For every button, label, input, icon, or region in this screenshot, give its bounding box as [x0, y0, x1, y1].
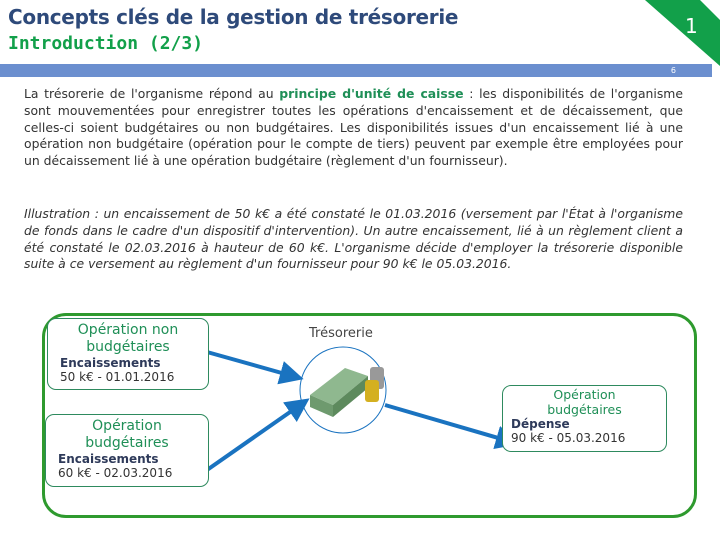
illustration-paragraph: Illustration : un encaissement de 50 k€ a été constaté le 01.03.2016 (versement par l'État à l'organisme de fonds dans le cadre d'un dispositif d'intervention). Un autre encaissement, lié à un règlement client a été constaté le 02.03.2016 à hauteur de 60 k€. L'organisme décide d'employer la trésorerie disponible suite à ce versement au règlement d'un fournisseur pour 90 k€ le 05.03.2016. [24, 206, 683, 272]
box-non-budget [47, 318, 209, 390]
arrow-1 [207, 352, 296, 377]
chapter-number: 1 [685, 14, 698, 38]
box-value: 50 k€ - 01.01.2016 [60, 370, 175, 384]
arrow-2 [207, 403, 303, 470]
box-budget-expense [502, 385, 667, 452]
box-value: 60 k€ - 02.03.2016 [58, 466, 173, 480]
page-number: 6 [670, 66, 676, 75]
box-title: Opération non budgétaires [77, 322, 179, 355]
box-budget-income [45, 414, 209, 487]
box-value: 90 k€ - 05.03.2016 [511, 431, 626, 445]
text: La trésorerie de l'organisme répond au [24, 86, 280, 101]
box-subtitle: Encaissements [60, 356, 161, 370]
text: : les disponibilités de l'organisme sont mouvementées pour enregistrer toutes les opérations d'encaissement et de décaissement, que celles-ci soient budgétaires ou non budgétaires. Les disponibilités issues d'un encaissement lié à une opération non budgétaire (opération pour le compte de tiers) peuvent par exemple être employées pour un décaissement lié à une opération budgétaire (règlement d'un fournisseur). [24, 86, 683, 169]
box-title: Opération budgétaires [85, 418, 169, 451]
box-subtitle: Dépense [511, 417, 570, 431]
arrow-3 [385, 405, 512, 442]
box-subtitle: Encaissements [58, 452, 159, 466]
highlight-principle: principe d'unité de caisse [279, 86, 464, 101]
box-title: Opération budgétaires [547, 387, 622, 417]
treasury-label: Trésorerie [309, 326, 373, 341]
slide-title: Concepts clés de la gestion de trésorerie [8, 5, 459, 29]
slide-subtitle: Introduction (2/3) [8, 33, 204, 54]
